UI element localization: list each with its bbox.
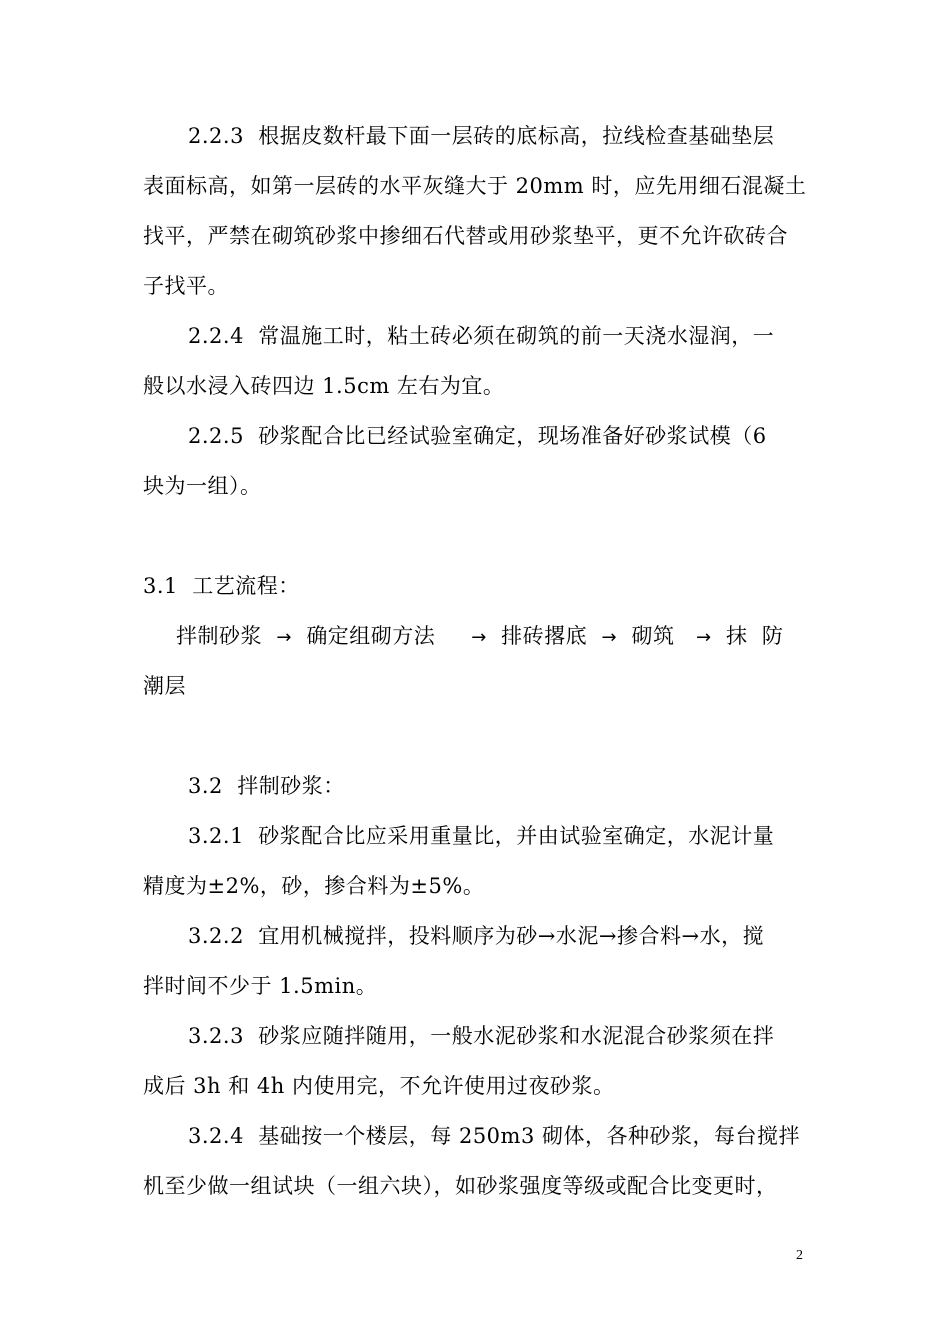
paragraph-3-2-4-line-2: 机至少做一组试块（一组六块），如砂浆强度等级或配合比变更时， (143, 1174, 778, 1198)
paragraph-2-2-5-line-2: 块为一组）。 (143, 474, 262, 498)
paragraph-2-2-3-line-3: 找平，严禁在砌筑砂浆中掺细石代替或用砂浆垫平，更不允许砍砖合 (143, 224, 788, 248)
flow-step-lay-bricks: 排砖撂底 (501, 624, 588, 648)
flow-step-mix-mortar: 拌制砂浆 (176, 624, 262, 648)
flow-arrow-icon: → (276, 627, 292, 648)
flow-arrow-icon: → (696, 627, 712, 648)
paragraph-2-2-4-line-1: 2.2.4 常温施工时，粘土砖必须在砌筑的前一天浇水湿润，一 (188, 324, 775, 348)
section-3-1-heading: 3.1 工艺流程： (143, 574, 300, 598)
paragraph-2-2-3-line-4: 子找平。 (143, 274, 229, 298)
flow-step-continuation: 潮层 (143, 674, 186, 698)
paragraph-3-2-3-line-2: 成后 3h 和 4h 内使用完，不允许使用过夜砂浆。 (143, 1074, 615, 1098)
paragraph-3-2-3-line-1: 3.2.3 砂浆应随拌随用，一般水泥砂浆和水泥混合砂浆须在拌 (188, 1024, 775, 1048)
flow-step-build: 砌筑 (631, 624, 675, 648)
paragraph-3-2-1-line-2: 精度为±2%，砂，掺合料为±5%。 (143, 874, 485, 898)
paragraph-3-2-2-line-1: 3.2.2 宜用机械搅拌，投料顺序为砂→水泥→掺合料→水，搅 (188, 924, 765, 948)
section-3-2-heading: 3.2 拌制砂浆： (188, 774, 345, 798)
paragraph-2-2-3-line-1: 2.2.3 根据皮数杆最下面一层砖的底标高，拉线检查基础垫层 (188, 124, 775, 148)
paragraph-2-2-3-line-2: 表面标高，如第一层砖的水平灰缝大于 20mm 时，应先用细石混凝土 (143, 174, 807, 198)
paragraph-3-2-2-line-2: 拌时间不少于 1.5min。 (143, 974, 378, 998)
flow-step-bond-method: 确定组砌方法 (306, 624, 436, 648)
flow-step-plaster-a: 抹 (725, 624, 748, 648)
paragraph-2-2-4-line-2: 般以水浸入砖四边 1.5cm 左右为宜。 (143, 374, 505, 398)
paragraph-2-2-5-line-1: 2.2.5 砂浆配合比已经试验室确定，现场准备好砂浆试模（6 (188, 424, 767, 448)
flow-step-plaster-b: 防 (761, 624, 784, 648)
process-flow (176, 621, 783, 653)
paragraph-3-2-4-line-1: 3.2.4 基础按一个楼层，每 250m3 砌体，各种砂浆，每台搅拌 (188, 1124, 800, 1148)
flow-arrow-icon: → (471, 627, 487, 648)
page-number: 2 (796, 1248, 803, 1263)
flow-arrow-icon: → (601, 627, 618, 648)
paragraph-3-2-1-line-1: 3.2.1 砂浆配合比应采用重量比，并由试验室确定，水泥计量 (188, 824, 775, 848)
